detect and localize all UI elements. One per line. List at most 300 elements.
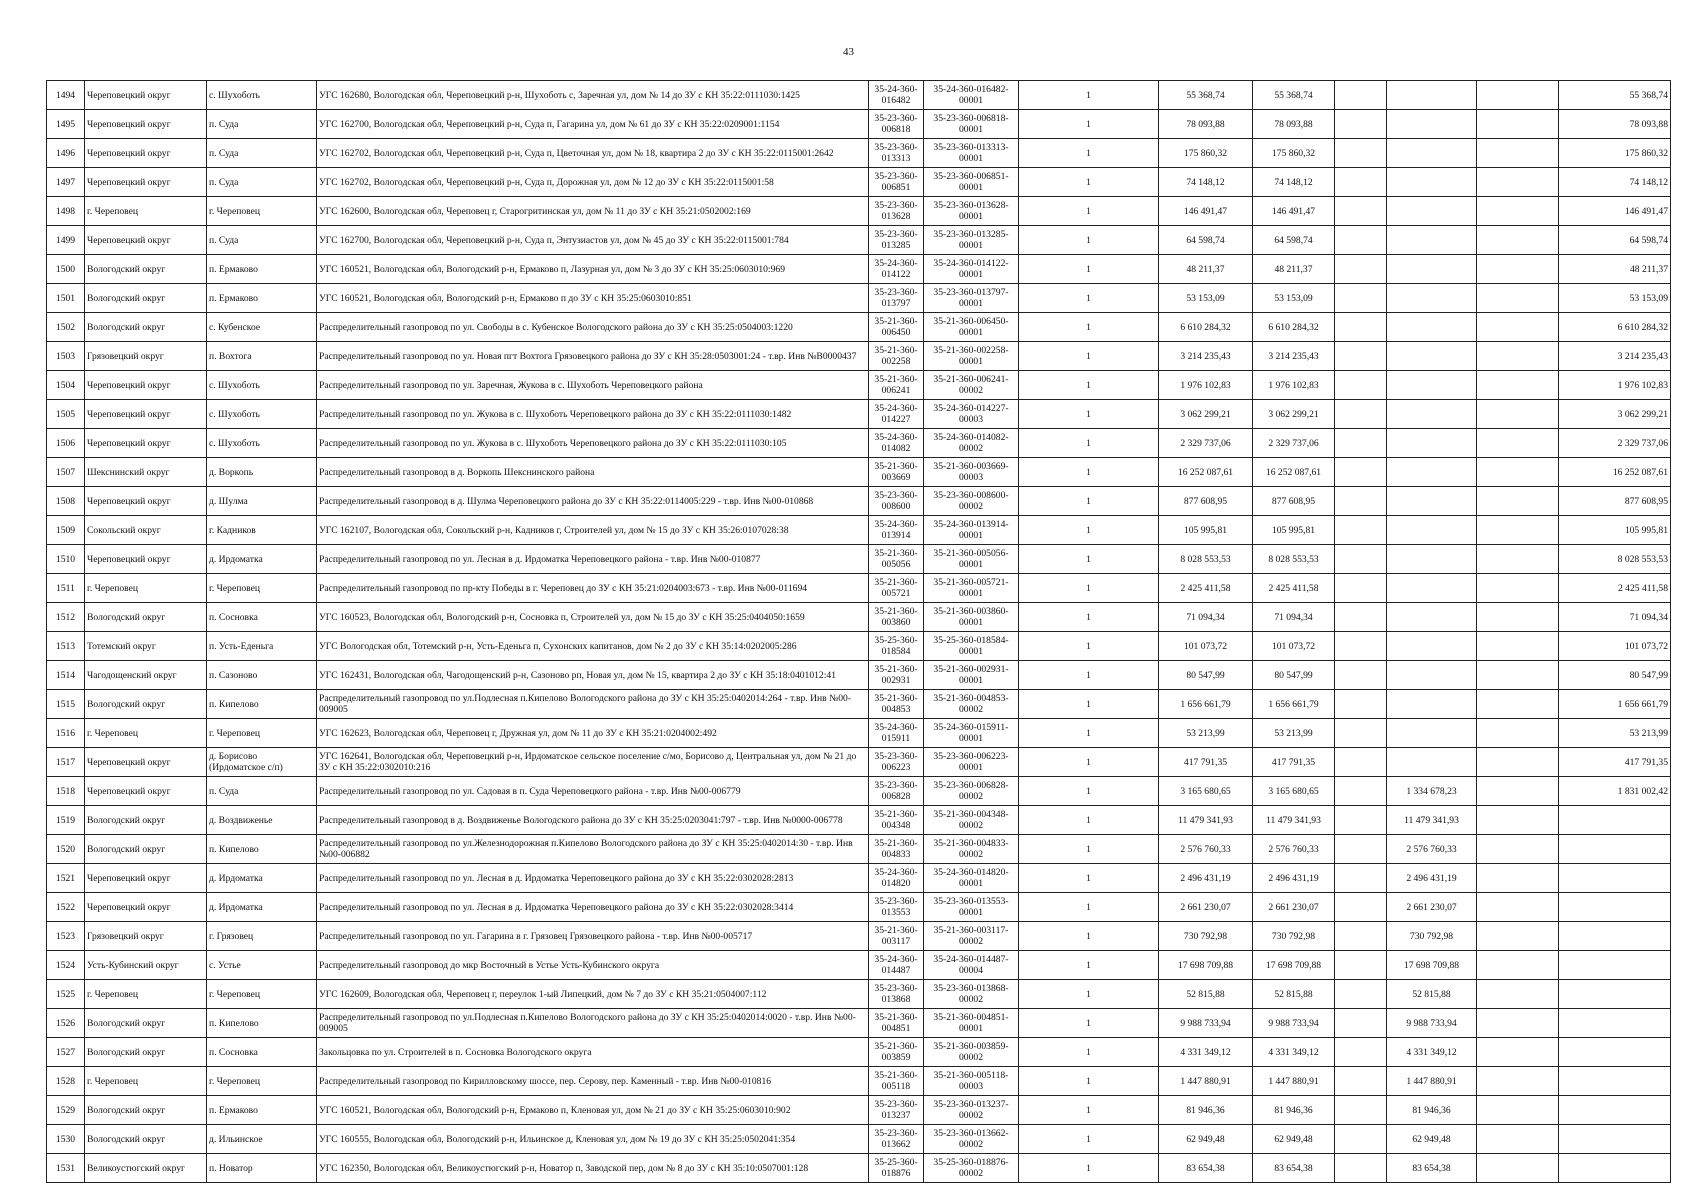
object-code-cell: 35-24-360-014487 xyxy=(869,951,924,980)
value-col-3-cell xyxy=(1335,632,1387,661)
value-col-6-cell xyxy=(1559,980,1671,1009)
quantity-cell: 1 xyxy=(1019,603,1159,632)
value-col-1-cell: 71 094,34 xyxy=(1159,603,1253,632)
table-row xyxy=(47,458,1671,487)
value-col-2-cell: 16 252 087,61 xyxy=(1253,458,1335,487)
locality-cell: г. Череповец xyxy=(207,574,317,603)
inventory-number-cell: 35-24-360-014820-00001 xyxy=(924,864,1019,893)
district-cell: Грязовецкий округ xyxy=(85,342,207,371)
inventory-number-cell: 35-24-360-014082-00002 xyxy=(924,429,1019,458)
quantity-cell: 1 xyxy=(1019,342,1159,371)
value-col-4-cell: 17 698 709,88 xyxy=(1387,951,1477,980)
value-col-4-cell: 2 496 431,19 xyxy=(1387,864,1477,893)
inventory-number-cell: 35-23-360-013868-00002 xyxy=(924,980,1019,1009)
value-col-5-cell xyxy=(1477,284,1559,313)
object-description-cell: Распределительный газопровод по ул. Лесная в д. Ирдоматка Череповецкого района - т.вр. Инв №00-010877 xyxy=(317,545,869,574)
value-col-1-cell: 1 656 661,79 xyxy=(1159,690,1253,719)
value-col-1-cell: 74 148,12 xyxy=(1159,168,1253,197)
locality-cell: п. Усть-Еденьга xyxy=(207,632,317,661)
row-number-cell: 1496 xyxy=(47,139,85,168)
object-description-cell: Распределительный газопровод по ул. Садовая в п. Суда Череповецкого района - т.вр. Инв №00-006779 xyxy=(317,777,869,806)
inventory-number-cell: 35-23-360-013313-00001 xyxy=(924,139,1019,168)
locality-cell: д. Воздвиженье xyxy=(207,806,317,835)
value-col-2-cell: 1 656 661,79 xyxy=(1253,690,1335,719)
table-row xyxy=(47,922,1671,951)
district-cell: Вологодский округ xyxy=(85,690,207,719)
object-code-cell: 35-21-360-002931 xyxy=(869,661,924,690)
object-description-cell: Распределительный газопровод по ул.Подлесная п.Кипелово Вологодского района до ЗУ с КН 35:25:0402014:0020 - т.вр. Инв №00-009005 xyxy=(317,1009,869,1038)
value-col-2-cell: 53 213,99 xyxy=(1253,719,1335,748)
table-row xyxy=(47,545,1671,574)
value-col-6-cell xyxy=(1559,1125,1671,1154)
value-col-2-cell: 52 815,88 xyxy=(1253,980,1335,1009)
district-cell: Вологодский округ xyxy=(85,255,207,284)
inventory-number-cell: 35-25-360-018876-00002 xyxy=(924,1154,1019,1183)
object-description-cell: Распределительный газопровод по Кирилловскому шоссе, пер. Серову, пер. Каменный - т.вр. Инв №00-010816 xyxy=(317,1067,869,1096)
quantity-cell: 1 xyxy=(1019,748,1159,777)
value-col-2-cell: 2 496 431,19 xyxy=(1253,864,1335,893)
value-col-2-cell: 175 860,32 xyxy=(1253,139,1335,168)
object-description-cell: Распределительный газопровод в д. Воздвиженье Вологодского района до ЗУ с КН 35:25:0203041:797 - т.вр. Инв №0000-006778 xyxy=(317,806,869,835)
value-col-3-cell xyxy=(1335,893,1387,922)
quantity-cell: 1 xyxy=(1019,371,1159,400)
value-col-6-cell: 55 368,74 xyxy=(1559,81,1671,110)
value-col-6-cell: 74 148,12 xyxy=(1559,168,1671,197)
value-col-5-cell xyxy=(1477,371,1559,400)
locality-cell: п. Сосновка xyxy=(207,1038,317,1067)
table-row xyxy=(47,487,1671,516)
value-col-5-cell xyxy=(1477,110,1559,139)
object-description-cell: Распределительный газопровод в д. Воркопь Шекснинского района xyxy=(317,458,869,487)
value-col-5-cell xyxy=(1477,458,1559,487)
value-col-3-cell xyxy=(1335,951,1387,980)
object-code-cell: 35-24-360-013914 xyxy=(869,516,924,545)
value-col-5-cell xyxy=(1477,487,1559,516)
quantity-cell: 1 xyxy=(1019,951,1159,980)
quantity-cell: 1 xyxy=(1019,980,1159,1009)
object-description-cell: УГС 160521, Вологодская обл, Вологодский р-н, Ермаково п до ЗУ с КН 35:25:0603010:851 xyxy=(317,284,869,313)
object-description-cell: Распределительный газопровод в д. Шулма Череповецкого района до ЗУ с КН 35:22:0114005:229 - т.вр. Инв №00-010868 xyxy=(317,487,869,516)
value-col-6-cell: 48 211,37 xyxy=(1559,255,1671,284)
value-col-6-cell: 53 213,99 xyxy=(1559,719,1671,748)
inventory-number-cell: 35-21-360-004851-00001 xyxy=(924,1009,1019,1038)
value-col-4-cell xyxy=(1387,458,1477,487)
value-col-2-cell: 80 547,99 xyxy=(1253,661,1335,690)
row-number-cell: 1517 xyxy=(47,748,85,777)
quantity-cell: 1 xyxy=(1019,835,1159,864)
object-description-cell: УГС 162702, Вологодская обл, Череповецкий р-н, Суда п, Дорожная ул, дом № 12 до ЗУ с КН 35:22:0115001:58 xyxy=(317,168,869,197)
value-col-6-cell xyxy=(1559,1038,1671,1067)
locality-cell: п. Ермаково xyxy=(207,284,317,313)
value-col-1-cell: 4 331 349,12 xyxy=(1159,1038,1253,1067)
value-col-2-cell: 1 447 880,91 xyxy=(1253,1067,1335,1096)
object-code-cell: 35-21-360-005721 xyxy=(869,574,924,603)
value-col-1-cell: 16 252 087,61 xyxy=(1159,458,1253,487)
row-number-cell: 1523 xyxy=(47,922,85,951)
inventory-number-cell: 35-21-360-004348-00002 xyxy=(924,806,1019,835)
value-col-4-cell xyxy=(1387,429,1477,458)
value-col-6-cell xyxy=(1559,1067,1671,1096)
table-row xyxy=(47,719,1671,748)
value-col-1-cell: 62 949,48 xyxy=(1159,1125,1253,1154)
value-col-4-cell xyxy=(1387,661,1477,690)
table-row xyxy=(47,313,1671,342)
district-cell: Вологодский округ xyxy=(85,835,207,864)
table-row xyxy=(47,690,1671,719)
value-col-5-cell xyxy=(1477,516,1559,545)
object-description-cell: УГС 162431, Вологодская обл, Чагодощенский р-н, Сазоново рп, Новая ул, дом № 15, квартира 2 до ЗУ с КН 35:18:0401012:41 xyxy=(317,661,869,690)
row-number-cell: 1526 xyxy=(47,1009,85,1038)
table-row xyxy=(47,632,1671,661)
inventory-number-cell: 35-24-360-014227-00003 xyxy=(924,400,1019,429)
value-col-1-cell: 17 698 709,88 xyxy=(1159,951,1253,980)
value-col-6-cell: 3 214 235,43 xyxy=(1559,342,1671,371)
object-description-cell: УГС 160555, Вологодская обл, Вологодский р-н, Ильинское д, Кленовая ул, дом № 19 до ЗУ с КН 35:25:0502041:354 xyxy=(317,1125,869,1154)
object-description-cell: Распределительный газопровод по ул. Жукова в с. Шухоботь Череповецкого района до ЗУ с КН 35:22:0111030:1482 xyxy=(317,400,869,429)
quantity-cell: 1 xyxy=(1019,574,1159,603)
value-col-1-cell: 64 598,74 xyxy=(1159,226,1253,255)
row-number-cell: 1508 xyxy=(47,487,85,516)
inventory-number-cell: 35-23-360-006851-00001 xyxy=(924,168,1019,197)
value-col-3-cell xyxy=(1335,661,1387,690)
value-col-5-cell xyxy=(1477,197,1559,226)
locality-cell: п. Ермаково xyxy=(207,255,317,284)
object-description-cell: Распределительный газопровод по пр-кту Победы в г. Череповец до ЗУ с КН 35:21:0204003:673 - т.вр. Инв №00-011694 xyxy=(317,574,869,603)
inventory-number-cell: 35-21-360-006450-00001 xyxy=(924,313,1019,342)
object-code-cell: 35-24-360-015911 xyxy=(869,719,924,748)
row-number-cell: 1504 xyxy=(47,371,85,400)
value-col-6-cell: 78 093,88 xyxy=(1559,110,1671,139)
value-col-1-cell: 175 860,32 xyxy=(1159,139,1253,168)
table-row xyxy=(47,284,1671,313)
object-description-cell: УГС Вологодская обл, Тотемский р-н, Усть-Еденьга п, Сухонских капитанов, дом № 2 до ЗУ с КН 35:14:0202005:286 xyxy=(317,632,869,661)
value-col-6-cell: 6 610 284,32 xyxy=(1559,313,1671,342)
value-col-3-cell xyxy=(1335,864,1387,893)
value-col-3-cell xyxy=(1335,1067,1387,1096)
value-col-4-cell xyxy=(1387,226,1477,255)
value-col-4-cell xyxy=(1387,719,1477,748)
locality-cell: с. Кубенское xyxy=(207,313,317,342)
table-row xyxy=(47,400,1671,429)
value-col-2-cell: 74 148,12 xyxy=(1253,168,1335,197)
district-cell: г. Череповец xyxy=(85,980,207,1009)
inventory-number-cell: 35-23-360-013285-00001 xyxy=(924,226,1019,255)
value-col-4-cell: 11 479 341,93 xyxy=(1387,806,1477,835)
district-cell: Череповецкий округ xyxy=(85,429,207,458)
quantity-cell: 1 xyxy=(1019,81,1159,110)
value-col-1-cell: 48 211,37 xyxy=(1159,255,1253,284)
table-row xyxy=(47,371,1671,400)
value-col-3-cell xyxy=(1335,110,1387,139)
quantity-cell: 1 xyxy=(1019,1009,1159,1038)
object-code-cell: 35-23-360-013797 xyxy=(869,284,924,313)
value-col-1-cell: 146 491,47 xyxy=(1159,197,1253,226)
value-col-3-cell xyxy=(1335,458,1387,487)
district-cell: Череповецкий округ xyxy=(85,545,207,574)
value-col-2-cell: 105 995,81 xyxy=(1253,516,1335,545)
quantity-cell: 1 xyxy=(1019,226,1159,255)
district-cell: г. Череповец xyxy=(85,197,207,226)
object-code-cell: 35-25-360-018584 xyxy=(869,632,924,661)
value-col-6-cell: 16 252 087,61 xyxy=(1559,458,1671,487)
district-cell: Череповецкий округ xyxy=(85,226,207,255)
value-col-2-cell: 6 610 284,32 xyxy=(1253,313,1335,342)
value-col-5-cell xyxy=(1477,806,1559,835)
value-col-6-cell: 417 791,35 xyxy=(1559,748,1671,777)
value-col-4-cell: 1 334 678,23 xyxy=(1387,777,1477,806)
value-col-2-cell: 3 165 680,65 xyxy=(1253,777,1335,806)
locality-cell: д. Воркопь xyxy=(207,458,317,487)
value-col-2-cell: 3 214 235,43 xyxy=(1253,342,1335,371)
value-col-3-cell xyxy=(1335,429,1387,458)
object-code-cell: 35-24-360-014122 xyxy=(869,255,924,284)
object-description-cell: Распределительный газопровод по ул. Жукова в с. Шухоботь Череповецкого района до ЗУ с КН 35:22:0111030:105 xyxy=(317,429,869,458)
quantity-cell: 1 xyxy=(1019,806,1159,835)
value-col-4-cell xyxy=(1387,400,1477,429)
value-col-1-cell: 2 661 230,07 xyxy=(1159,893,1253,922)
district-cell: Череповецкий округ xyxy=(85,777,207,806)
value-col-4-cell: 9 988 733,94 xyxy=(1387,1009,1477,1038)
value-col-5-cell xyxy=(1477,255,1559,284)
district-cell: Вологодский округ xyxy=(85,284,207,313)
inventory-number-cell: 35-23-360-013628-00001 xyxy=(924,197,1019,226)
value-col-4-cell: 62 949,48 xyxy=(1387,1125,1477,1154)
object-code-cell: 35-23-360-013868 xyxy=(869,980,924,1009)
value-col-6-cell xyxy=(1559,864,1671,893)
value-col-6-cell xyxy=(1559,1154,1671,1183)
inventory-number-cell: 35-21-360-003669-00003 xyxy=(924,458,1019,487)
locality-cell: п. Новатор xyxy=(207,1154,317,1183)
district-cell: Сокольский округ xyxy=(85,516,207,545)
value-col-5-cell xyxy=(1477,342,1559,371)
district-cell: Череповецкий округ xyxy=(85,139,207,168)
value-col-2-cell: 62 949,48 xyxy=(1253,1125,1335,1154)
value-col-2-cell: 2 425 411,58 xyxy=(1253,574,1335,603)
value-col-1-cell: 81 946,36 xyxy=(1159,1096,1253,1125)
value-col-4-cell xyxy=(1387,139,1477,168)
value-col-2-cell: 877 608,95 xyxy=(1253,487,1335,516)
value-col-3-cell xyxy=(1335,255,1387,284)
district-cell: Вологодский округ xyxy=(85,1096,207,1125)
value-col-4-cell: 1 447 880,91 xyxy=(1387,1067,1477,1096)
locality-cell: п. Ермаково xyxy=(207,1096,317,1125)
quantity-cell: 1 xyxy=(1019,719,1159,748)
object-description-cell: УГС 162700, Вологодская обл, Череповецкий р-н, Суда п, Энтузиастов ул, дом № 45 до ЗУ с КН 35:22:0115001:784 xyxy=(317,226,869,255)
value-col-1-cell: 417 791,35 xyxy=(1159,748,1253,777)
value-col-1-cell: 11 479 341,93 xyxy=(1159,806,1253,835)
district-cell: Усть-Кубинский округ xyxy=(85,951,207,980)
value-col-2-cell: 64 598,74 xyxy=(1253,226,1335,255)
inventory-number-cell: 35-23-360-006818-00001 xyxy=(924,110,1019,139)
value-col-5-cell xyxy=(1477,777,1559,806)
table-row xyxy=(47,1067,1671,1096)
quantity-cell: 1 xyxy=(1019,922,1159,951)
inventory-number-cell: 35-21-360-003859-00002 xyxy=(924,1038,1019,1067)
object-description-cell: Распределительный газопровод по ул.Подлесная п.Кипелово Вологодского района до ЗУ с КН 35:25:0402014:264 - т.вр. Инв №00-009005 xyxy=(317,690,869,719)
value-col-3-cell xyxy=(1335,487,1387,516)
value-col-2-cell: 53 153,09 xyxy=(1253,284,1335,313)
table-row xyxy=(47,574,1671,603)
table-row xyxy=(47,168,1671,197)
value-col-1-cell: 9 988 733,94 xyxy=(1159,1009,1253,1038)
value-col-4-cell xyxy=(1387,487,1477,516)
quantity-cell: 1 xyxy=(1019,197,1159,226)
locality-cell: п. Суда xyxy=(207,777,317,806)
object-description-cell: Распределительный газопровод по ул. Лесная в д. Ирдоматка Череповецкого района до ЗУ с КН 35:22:0302028:3414 xyxy=(317,893,869,922)
value-col-5-cell xyxy=(1477,1154,1559,1183)
row-number-cell: 1505 xyxy=(47,400,85,429)
row-number-cell: 1512 xyxy=(47,603,85,632)
value-col-6-cell: 105 995,81 xyxy=(1559,516,1671,545)
inventory-number-cell: 35-21-360-005721-00001 xyxy=(924,574,1019,603)
value-col-6-cell: 53 153,09 xyxy=(1559,284,1671,313)
value-col-3-cell xyxy=(1335,226,1387,255)
value-col-5-cell xyxy=(1477,922,1559,951)
value-col-3-cell xyxy=(1335,1096,1387,1125)
quantity-cell: 1 xyxy=(1019,661,1159,690)
inventory-number-cell: 35-23-360-013237-00002 xyxy=(924,1096,1019,1125)
object-code-cell: 35-21-360-003117 xyxy=(869,922,924,951)
inventory-number-cell: 35-21-360-005118-00003 xyxy=(924,1067,1019,1096)
object-code-cell: 35-21-360-004348 xyxy=(869,806,924,835)
table-row xyxy=(47,1038,1671,1067)
object-code-cell: 35-23-360-006828 xyxy=(869,777,924,806)
table-row xyxy=(47,1154,1671,1183)
row-number-cell: 1509 xyxy=(47,516,85,545)
locality-cell: с. Шухоботь xyxy=(207,429,317,458)
locality-cell: п. Суда xyxy=(207,110,317,139)
value-col-2-cell: 17 698 709,88 xyxy=(1253,951,1335,980)
object-code-cell: 35-23-360-013628 xyxy=(869,197,924,226)
value-col-5-cell xyxy=(1477,661,1559,690)
value-col-1-cell: 2 496 431,19 xyxy=(1159,864,1253,893)
value-col-4-cell xyxy=(1387,632,1477,661)
row-number-cell: 1529 xyxy=(47,1096,85,1125)
value-col-1-cell: 3 165 680,65 xyxy=(1159,777,1253,806)
value-col-3-cell xyxy=(1335,835,1387,864)
quantity-cell: 1 xyxy=(1019,1096,1159,1125)
locality-cell: г. Грязовец xyxy=(207,922,317,951)
locality-cell: д. Шулма xyxy=(207,487,317,516)
value-col-6-cell xyxy=(1559,1096,1671,1125)
value-col-6-cell: 1 976 102,83 xyxy=(1559,371,1671,400)
table-row xyxy=(47,864,1671,893)
value-col-4-cell xyxy=(1387,255,1477,284)
value-col-6-cell: 80 547,99 xyxy=(1559,661,1671,690)
table-row xyxy=(47,1009,1671,1038)
value-col-4-cell: 81 946,36 xyxy=(1387,1096,1477,1125)
value-col-4-cell: 2 576 760,33 xyxy=(1387,835,1477,864)
value-col-5-cell xyxy=(1477,603,1559,632)
row-number-cell: 1510 xyxy=(47,545,85,574)
value-col-2-cell: 2 661 230,07 xyxy=(1253,893,1335,922)
locality-cell: п. Сосновка xyxy=(207,603,317,632)
value-col-5-cell xyxy=(1477,748,1559,777)
inventory-number-cell: 35-21-360-004853-00002 xyxy=(924,690,1019,719)
value-col-1-cell: 83 654,38 xyxy=(1159,1154,1253,1183)
value-col-3-cell xyxy=(1335,284,1387,313)
table-row xyxy=(47,110,1671,139)
value-col-3-cell xyxy=(1335,603,1387,632)
value-col-2-cell: 146 491,47 xyxy=(1253,197,1335,226)
value-col-1-cell: 78 093,88 xyxy=(1159,110,1253,139)
value-col-4-cell: 730 792,98 xyxy=(1387,922,1477,951)
value-col-1-cell: 1 976 102,83 xyxy=(1159,371,1253,400)
object-description-cell: УГС 162623, Вологодская обл, Череповец г, Дружная ул, дом № 11 до ЗУ с КН 35:21:0204002:492 xyxy=(317,719,869,748)
value-col-4-cell: 83 654,38 xyxy=(1387,1154,1477,1183)
district-cell: Вологодский округ xyxy=(85,1038,207,1067)
locality-cell: д. Ирдоматка xyxy=(207,545,317,574)
value-col-1-cell: 6 610 284,32 xyxy=(1159,313,1253,342)
value-col-1-cell: 53 153,09 xyxy=(1159,284,1253,313)
value-col-4-cell xyxy=(1387,342,1477,371)
district-cell: Череповецкий округ xyxy=(85,400,207,429)
value-col-2-cell: 83 654,38 xyxy=(1253,1154,1335,1183)
value-col-3-cell xyxy=(1335,922,1387,951)
value-col-4-cell xyxy=(1387,284,1477,313)
value-col-2-cell: 101 073,72 xyxy=(1253,632,1335,661)
row-number-cell: 1503 xyxy=(47,342,85,371)
locality-cell: г. Череповец xyxy=(207,980,317,1009)
inventory-number-cell: 35-23-360-006828-00002 xyxy=(924,777,1019,806)
value-col-5-cell xyxy=(1477,168,1559,197)
locality-cell: п. Кипелово xyxy=(207,835,317,864)
row-number-cell: 1518 xyxy=(47,777,85,806)
value-col-3-cell xyxy=(1335,806,1387,835)
value-col-2-cell: 1 976 102,83 xyxy=(1253,371,1335,400)
value-col-4-cell: 4 331 349,12 xyxy=(1387,1038,1477,1067)
object-code-cell: 35-21-360-006241 xyxy=(869,371,924,400)
table-row xyxy=(47,980,1671,1009)
locality-cell: п. Кипелово xyxy=(207,1009,317,1038)
value-col-3-cell xyxy=(1335,1154,1387,1183)
value-col-4-cell xyxy=(1387,748,1477,777)
value-col-2-cell: 2 576 760,33 xyxy=(1253,835,1335,864)
inventory-number-cell: 35-21-360-004833-00002 xyxy=(924,835,1019,864)
value-col-5-cell xyxy=(1477,545,1559,574)
object-description-cell: Распределительный газопровод по ул. Гагарина в г. Грязовец Грязовецкого района - т.вр. Инв №00-005717 xyxy=(317,922,869,951)
table-row xyxy=(47,255,1671,284)
value-col-3-cell xyxy=(1335,371,1387,400)
locality-cell: с. Шухоботь xyxy=(207,81,317,110)
table-row xyxy=(47,777,1671,806)
value-col-4-cell xyxy=(1387,168,1477,197)
district-cell: Череповецкий округ xyxy=(85,81,207,110)
locality-cell: г. Череповец xyxy=(207,719,317,748)
district-cell: г. Череповец xyxy=(85,719,207,748)
table-body xyxy=(47,81,1671,1183)
value-col-4-cell xyxy=(1387,690,1477,719)
object-description-cell: УГС 162609, Вологодская обл, Череповец г, переулок 1-ый Липецкий, дом № 7 до ЗУ с КН 35:21:0504007:112 xyxy=(317,980,869,1009)
value-col-4-cell xyxy=(1387,197,1477,226)
value-col-5-cell xyxy=(1477,313,1559,342)
object-code-cell: 35-24-360-014227 xyxy=(869,400,924,429)
table-row xyxy=(47,748,1671,777)
value-col-5-cell xyxy=(1477,1096,1559,1125)
quantity-cell: 1 xyxy=(1019,690,1159,719)
inventory-number-cell: 35-21-360-006241-00002 xyxy=(924,371,1019,400)
value-col-2-cell: 9 988 733,94 xyxy=(1253,1009,1335,1038)
value-col-1-cell: 877 608,95 xyxy=(1159,487,1253,516)
value-col-2-cell: 2 329 737,06 xyxy=(1253,429,1335,458)
value-col-2-cell: 417 791,35 xyxy=(1253,748,1335,777)
value-col-5-cell xyxy=(1477,226,1559,255)
locality-cell: п. Суда xyxy=(207,226,317,255)
value-col-3-cell xyxy=(1335,1125,1387,1154)
table-row xyxy=(47,1096,1671,1125)
object-description-cell: Распределительный газопровод по ул. Свободы в с. Кубенское Вологодского района до ЗУ с КН 35:25:0504003:1220 xyxy=(317,313,869,342)
district-cell: Череповецкий округ xyxy=(85,893,207,922)
